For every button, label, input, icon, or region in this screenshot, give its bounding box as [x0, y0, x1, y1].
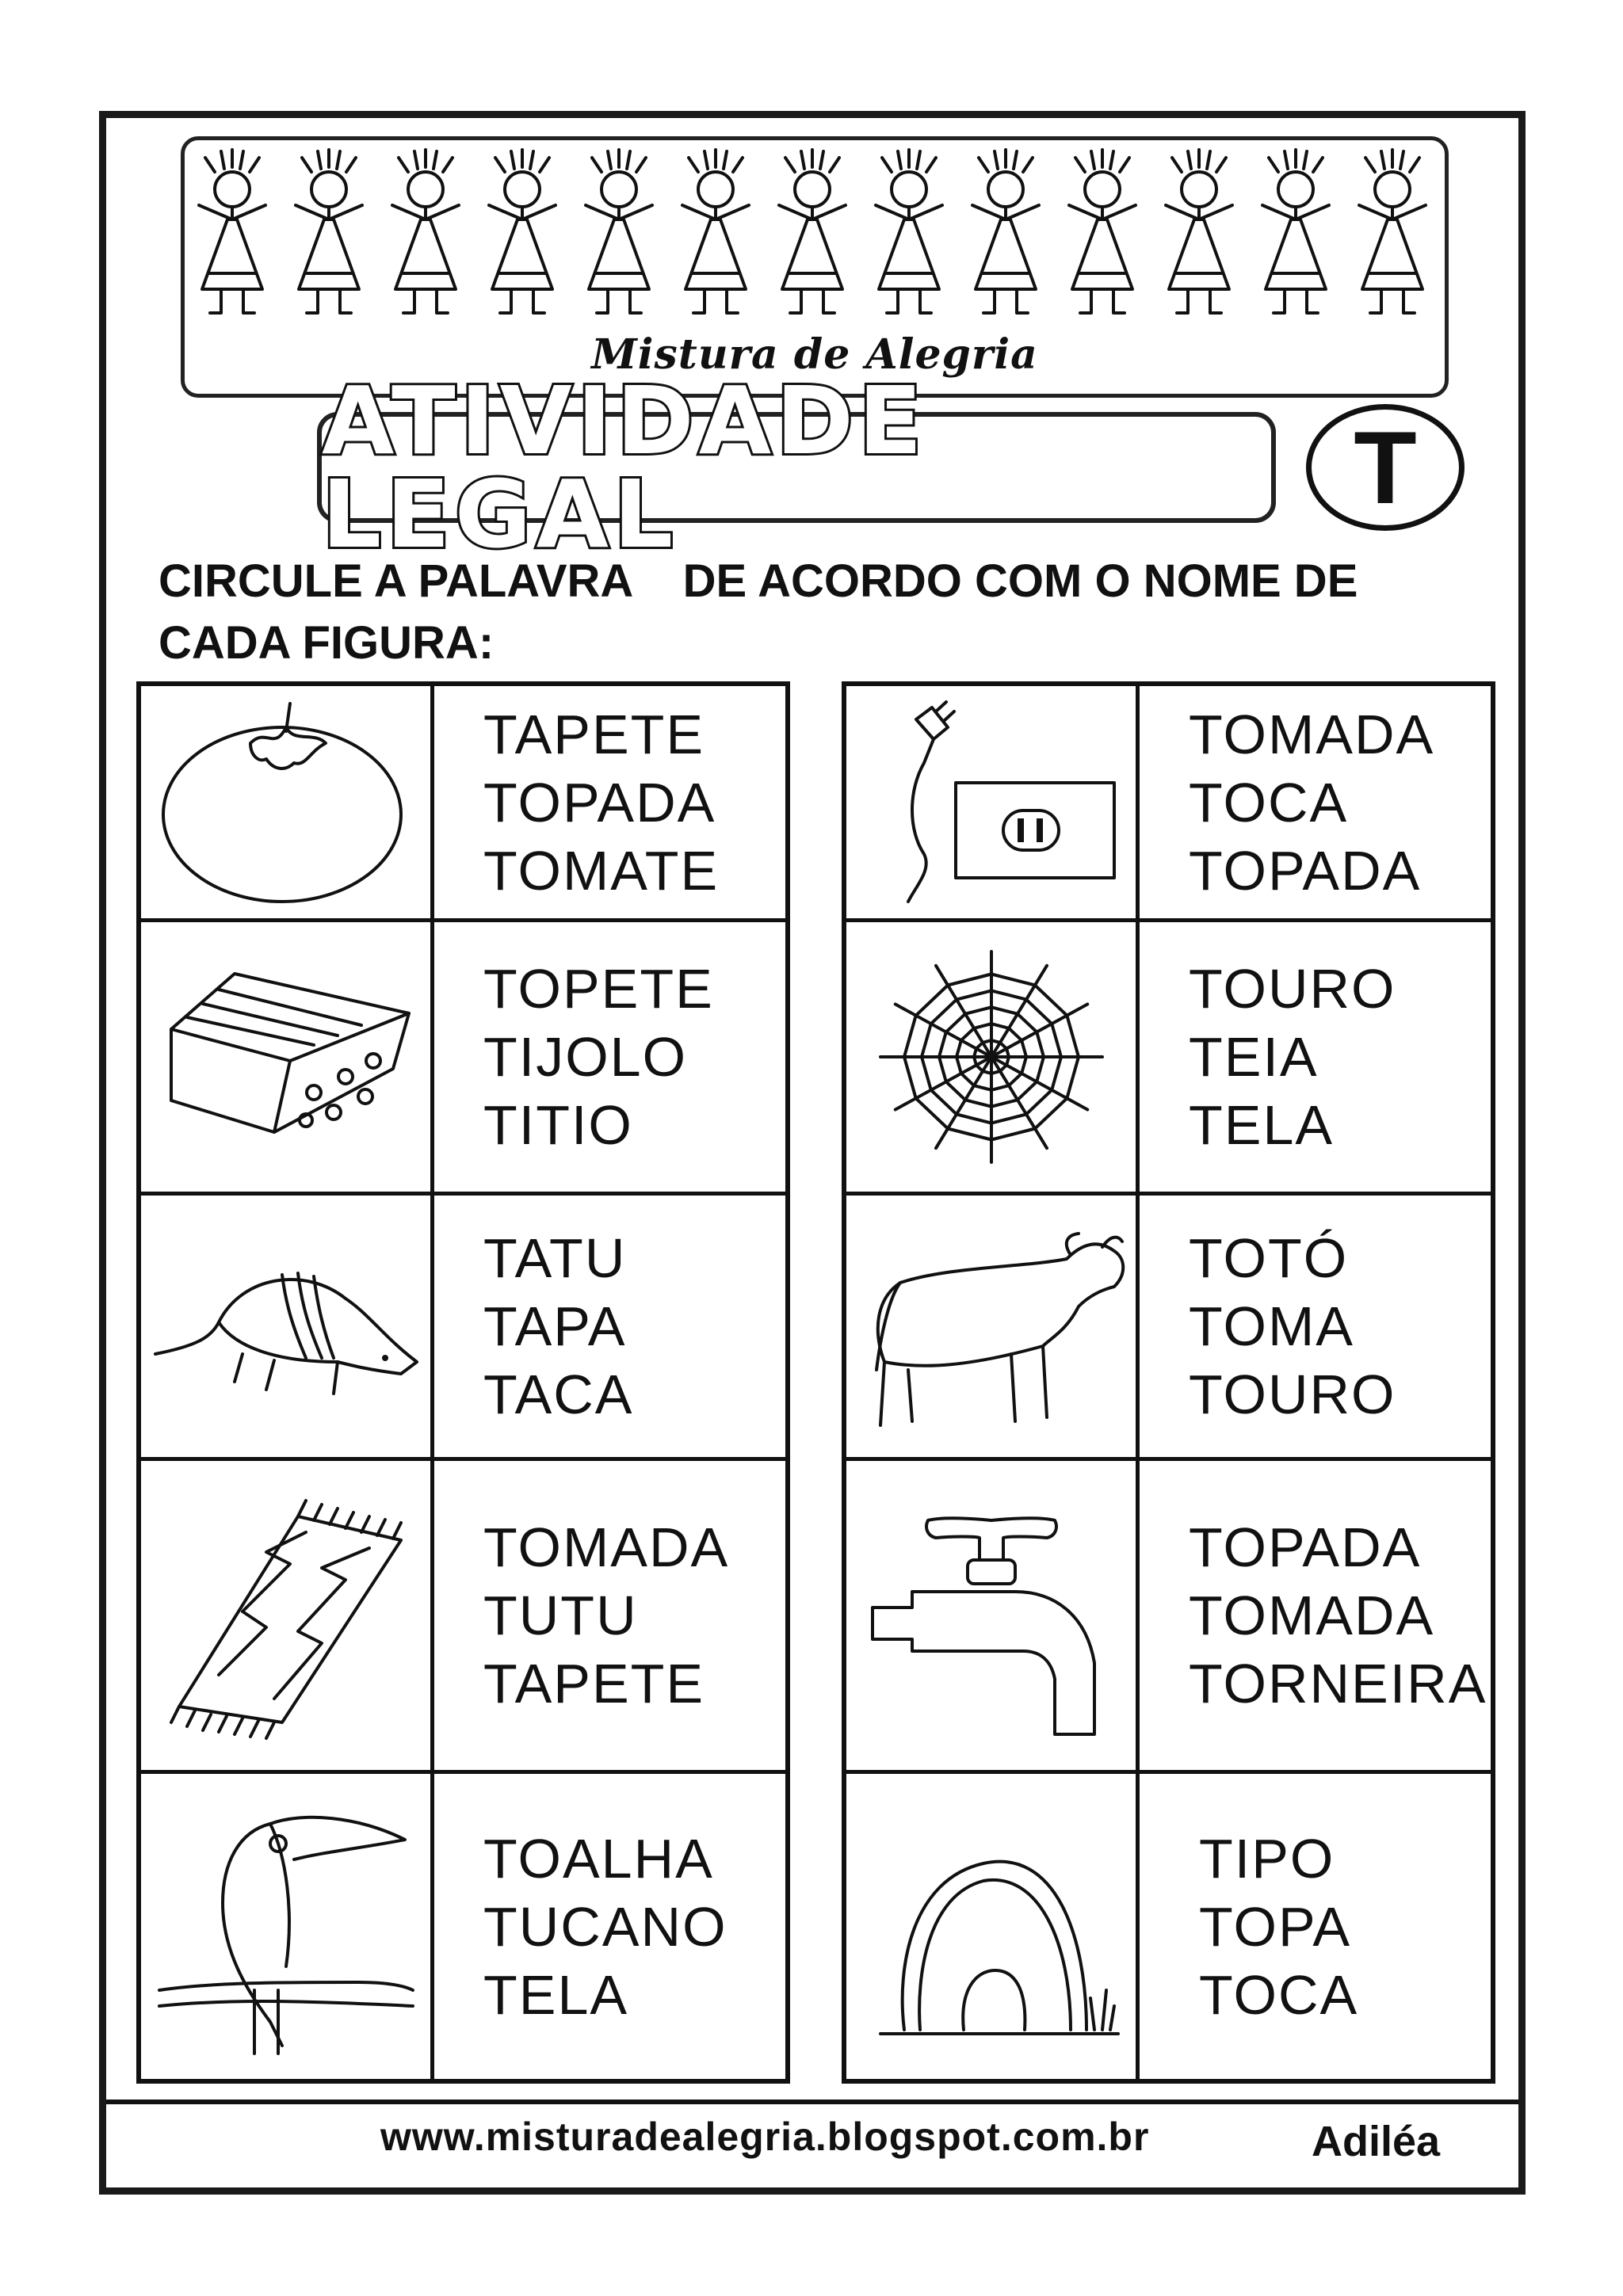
word-option[interactable]: TELA — [1189, 1094, 1335, 1156]
grid-row — [141, 1774, 785, 2079]
instruction-line-2: CADA FIGURA: — [158, 617, 495, 669]
toucan-icon — [141, 1774, 434, 2079]
word-options — [1140, 1196, 1491, 1457]
word-option[interactable]: TOPA — [1199, 1895, 1352, 1958]
child-figure-icon — [1069, 150, 1136, 313]
word-option[interactable]: TITIO — [483, 1094, 633, 1156]
armadillo-icon — [141, 1196, 434, 1457]
child-figure-icon — [972, 150, 1039, 313]
bull-icon — [846, 1196, 1140, 1457]
child-figure-icon — [586, 150, 652, 313]
footer-divider — [106, 2100, 1518, 2104]
word-option[interactable]: TATU — [483, 1227, 627, 1289]
word-options — [1140, 686, 1491, 918]
word-option[interactable]: TOCA — [1199, 1963, 1359, 2026]
grid-row — [141, 1461, 785, 1774]
spider-web-icon — [846, 922, 1140, 1192]
instruction-text — [158, 551, 1458, 674]
left-word-grid — [136, 681, 790, 2084]
grid-row — [846, 686, 1491, 922]
power-outlet-icon — [846, 686, 1140, 918]
word-options — [434, 1196, 785, 1457]
grid-row — [846, 1461, 1491, 1774]
word-option[interactable]: TACA — [483, 1363, 634, 1425]
grid-row — [846, 1196, 1491, 1461]
child-figure-icon — [296, 150, 362, 313]
word-option[interactable]: TOPADA — [483, 771, 716, 833]
grid-row — [141, 922, 785, 1196]
word-options — [434, 686, 785, 918]
child-figure-icon — [779, 150, 846, 313]
word-option[interactable]: TAPETE — [483, 703, 705, 765]
word-option[interactable]: TUCANO — [483, 1895, 727, 1958]
rug-icon — [141, 1461, 434, 1770]
word-option[interactable]: TIJOLO — [483, 1026, 688, 1088]
child-figure-icon — [392, 150, 459, 313]
word-option[interactable]: TOTÓ — [1189, 1227, 1349, 1289]
word-option[interactable]: TEIA — [1189, 1026, 1319, 1088]
child-figure-icon — [1359, 150, 1426, 313]
word-option[interactable]: TORNEIRA — [1189, 1653, 1487, 1714]
word-option[interactable]: TOCA — [1189, 771, 1349, 833]
grid-row — [141, 686, 785, 922]
burrow-icon — [846, 1774, 1140, 2079]
brand-name: Mistura de Alegria — [591, 330, 1038, 379]
target-letter: T — [1306, 404, 1465, 531]
child-figure-icon — [1166, 150, 1232, 313]
word-option[interactable]: TOPADA — [1189, 1516, 1422, 1578]
activity-title: ATIVIDADE LEGAL — [322, 366, 927, 569]
child-figure-icon — [1262, 150, 1329, 313]
activity-title-box — [317, 366, 1276, 569]
word-options — [1140, 922, 1491, 1192]
word-options — [434, 1461, 785, 1770]
child-figure-icon — [489, 150, 556, 313]
word-option[interactable]: TELA — [483, 1963, 629, 2026]
word-option[interactable]: TOPETE — [483, 958, 714, 1020]
word-option[interactable]: TOURO — [1189, 1363, 1396, 1425]
word-option[interactable]: TOMADA — [1189, 703, 1435, 765]
footer-author: Adiléa — [1312, 2118, 1441, 2165]
child-figure-icon — [199, 150, 265, 313]
grid-row — [846, 1774, 1491, 2079]
faucet-icon — [846, 1461, 1140, 1770]
instruction-line-1: CIRCULE A PALAVRA DE ACORDO COM O NOME DE — [158, 555, 1358, 607]
word-option[interactable]: TOURO — [1189, 958, 1396, 1020]
footer-url: www.misturadealegria.blogspot.com.br — [380, 2115, 1150, 2159]
child-figure-icon — [682, 150, 749, 313]
child-figure-icon — [876, 150, 942, 313]
word-options — [434, 922, 785, 1192]
word-option[interactable]: TAPA — [483, 1295, 627, 1357]
word-option[interactable]: TOPADA — [1189, 839, 1422, 902]
word-option[interactable]: TAPETE — [483, 1653, 705, 1714]
brick-icon — [141, 922, 434, 1192]
word-option[interactable]: TOMA — [1189, 1295, 1354, 1357]
header-banner — [181, 136, 1449, 398]
grid-row — [846, 922, 1491, 1196]
word-option[interactable]: TOALHA — [483, 1827, 714, 1890]
word-option[interactable]: TOMADA — [1189, 1585, 1435, 1646]
word-option[interactable]: TOMADA — [483, 1516, 730, 1578]
word-option[interactable]: TIPO — [1199, 1827, 1335, 1890]
word-options — [434, 1774, 785, 2079]
word-option[interactable]: TOMATE — [483, 839, 720, 902]
tomato-icon — [141, 686, 434, 918]
word-option[interactable]: TUTU — [483, 1585, 638, 1646]
word-options — [1140, 1774, 1491, 2079]
grid-row — [141, 1196, 785, 1461]
word-options — [1140, 1461, 1491, 1770]
right-word-grid — [842, 681, 1495, 2084]
